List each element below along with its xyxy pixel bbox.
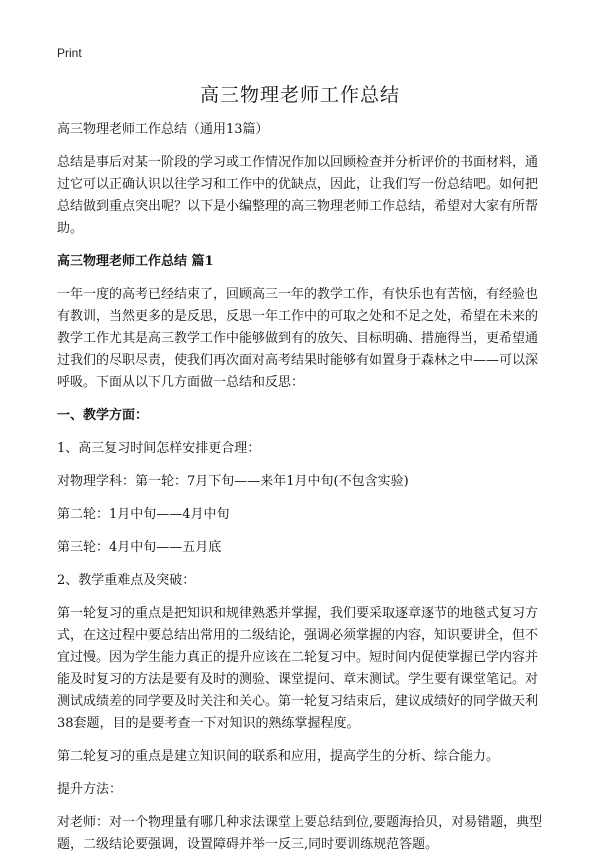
article-body xyxy=(57,119,547,867)
section-title: 高三物理老师工作总结 篇1 xyxy=(57,254,214,269)
round1-paragraph: 第一轮复习的重点是把知识和规律熟悉并掌握，我们要采取逐章逐节的地毯式复习方式，在这过程中要总结出常用的二级结论，强调必须掌握的内容，知识要讲全，但不宜过慢。因为学生能力真正的提升应该在二轮复习中。短时间内促使掌握已学内容并能及时复习的方法是要有及时的测验、课堂提问、章末测试。学生要有课堂笔记。对测试成绩差的同学要及时关注和关心。第一轮复习结束后，建议成绩好的同学做天利38套题，目的是要考查一下对知识的熟练掌握程度。 xyxy=(57,606,539,731)
round2-paragraph: 第二轮复习的重点是建立知识间的联系和应用，提高学生的分析、综合能力。 xyxy=(57,749,500,764)
round1-text: 对物理学科：第一轮：7月下旬——来年1月中旬(不包含实验) xyxy=(57,474,409,489)
intro-paragraph: 总结是事后对某一阶段的学习或工作情况作加以回顾检查并分析评价的书面材料，通过它可以正确认识以往学习和工作中的优缺点，因此，让我们写一份总结吧。如何把总结做到重点突出呢？以下是小编整理的高三物理老师工作总结，希望对大家有所帮助。 xyxy=(57,155,539,236)
teacher-paragraph: 对老师：对一个物理量有哪几种求法课堂上要总结到位,要题海拾贝，对易错题，典型题，二级结论要强调，设置障碍并举一反三,同时要训练规范答题。 xyxy=(57,815,543,852)
improve-heading: 提升方法： xyxy=(57,782,123,797)
item2-heading: 2、教学重难点及突破： xyxy=(57,573,196,588)
round3-text: 第三轮：4月中旬——五月底 xyxy=(57,540,222,555)
print-link[interactable]: Print xyxy=(57,46,82,60)
item1-heading: 1、高三复习时间怎样安排更合理： xyxy=(57,441,261,456)
round2-text: 第二轮：1月中旬——4月中旬 xyxy=(57,507,230,522)
section-intro-paragraph: 一年一度的高考已经结束了，回顾高三一年的教学工作，有快乐也有苦恼，有经验也有教训，当然更多的是反思，反思一年工作中的可取之处和不足之处，希望在未来的教学工作尤其是高三教学工作中能够做到有的放矢、目标明确、措施得当，更希望通过我们的尽职尽责，使我们再次面对高考结果时能够有如置身于森林之中——可以深呼吸。下面从以下几方面做一总结和反思： xyxy=(57,287,539,390)
page-title: 高三物理老师工作总结 xyxy=(199,84,400,106)
part1-heading: 一、教学方面： xyxy=(57,408,149,423)
article-subtitle: 高三物理老师工作总结（通用13篇） xyxy=(57,122,269,137)
